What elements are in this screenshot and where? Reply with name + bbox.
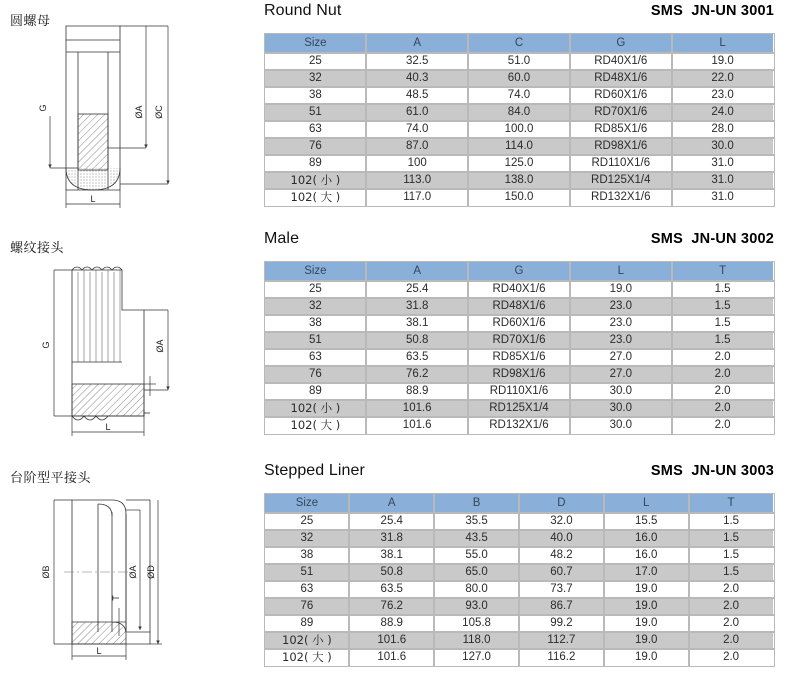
cell-value: 51.0 (468, 53, 570, 70)
cell-value: 61.0 (366, 104, 468, 121)
cell-size: 76 (265, 366, 367, 383)
table-row (265, 155, 774, 172)
cell-value: RD48X1/6 (570, 70, 672, 87)
column-header-c: C (468, 34, 570, 53)
table-row (265, 615, 774, 632)
cell-value: 93.0 (434, 598, 519, 615)
cell-value: 113.0 (366, 172, 468, 189)
table-row (265, 366, 774, 383)
male-thread-drawing (20, 250, 260, 450)
spec-table-stepped-liner (264, 493, 774, 666)
cell-value: 19.0 (672, 53, 774, 70)
cell-value: 48.2 (519, 547, 604, 564)
panel-title: Round Nut (264, 2, 342, 19)
cell-size: 25 (265, 53, 367, 70)
cell-value: 30.0 (570, 400, 672, 417)
panel-standard-code: SMS JN-UN 3003 (650, 463, 774, 479)
cell-value: RD98X1/6 (570, 138, 672, 155)
cell-value: 2.0 (672, 400, 774, 417)
cell-value: 1.5 (672, 315, 774, 332)
table-row (265, 547, 774, 564)
table-row (265, 530, 774, 547)
cell-size: 89 (265, 383, 367, 400)
table-header-row (265, 262, 774, 281)
cell-value: RD132X1/6 (570, 189, 672, 206)
cell-value: 16.0 (604, 530, 689, 547)
table-row (265, 298, 774, 315)
panel-header (264, 462, 774, 488)
cell-value: 60.7 (519, 564, 604, 581)
column-header-a: A (366, 262, 468, 281)
cell-value: 19.0 (570, 281, 672, 298)
cell-value: 150.0 (468, 189, 570, 206)
cell-value: 73.7 (519, 581, 604, 598)
cell-size: 76 (265, 138, 367, 155)
cell-size: 89 (265, 615, 350, 632)
cell-value: 22.0 (672, 70, 774, 87)
cell-value: 40.0 (519, 530, 604, 547)
table-row (265, 189, 774, 206)
table-row (265, 400, 774, 417)
table-row (265, 104, 774, 121)
dim-label-B: ØB (41, 565, 51, 579)
cell-value: 31.0 (672, 155, 774, 172)
cell-size: 102( 小 ) (265, 172, 367, 189)
cell-value: 1.5 (672, 281, 774, 298)
cell-value: 1.5 (672, 298, 774, 315)
cell-value: 23.0 (570, 315, 672, 332)
cell-size: 51 (265, 104, 367, 121)
cell-size: 25 (265, 281, 367, 298)
table-row (265, 649, 774, 666)
cell-value: 101.6 (349, 632, 434, 649)
spec-table-male (264, 261, 774, 434)
cell-value: 19.0 (604, 598, 689, 615)
cell-size: 89 (265, 155, 367, 172)
cell-value: 27.0 (570, 366, 672, 383)
cell-size: 102( 小 ) (265, 632, 350, 649)
cell-size: 32 (265, 70, 367, 87)
round-nut-drawing (20, 8, 260, 220)
cell-value: 60.0 (468, 70, 570, 87)
cell-value: 17.0 (604, 564, 689, 581)
cell-value: RD40X1/6 (570, 53, 672, 70)
table-row (265, 53, 774, 70)
cell-value: 25.4 (366, 281, 468, 298)
cell-value: 2.0 (672, 366, 774, 383)
cn-label-stepped-liner: 台阶型平接头 (10, 471, 92, 486)
cell-value: RD98X1/6 (468, 366, 570, 383)
table-row (265, 87, 774, 104)
panel-standard-code: SMS JN-UN 3002 (650, 231, 774, 247)
panel-title: Male (264, 230, 300, 247)
cell-size: 102( 大 ) (265, 417, 367, 434)
column-header-size: Size (265, 262, 367, 281)
cell-value: 116.2 (519, 649, 604, 666)
cell-value: 117.0 (366, 189, 468, 206)
cell-value: 35.5 (434, 513, 519, 530)
table-row (265, 172, 774, 189)
cell-value: 99.2 (519, 615, 604, 632)
cell-value: 138.0 (468, 172, 570, 189)
cell-value: 100 (366, 155, 468, 172)
table-row (265, 417, 774, 434)
cell-value: 74.0 (366, 121, 468, 138)
cell-size: 38 (265, 315, 367, 332)
column-header-size: Size (265, 494, 350, 513)
cell-value: 74.0 (468, 87, 570, 104)
cell-value: 80.0 (434, 581, 519, 598)
product-block-stepped-liner (0, 458, 794, 673)
cell-value: RD125X1/4 (468, 400, 570, 417)
cell-value: 55.0 (434, 547, 519, 564)
cell-value: 84.0 (468, 104, 570, 121)
cn-label-male: 螺纹接头 (10, 241, 65, 256)
cell-size: 51 (265, 564, 350, 581)
cell-value: 38.1 (349, 547, 434, 564)
column-header-b: B (434, 494, 519, 513)
cell-size: 102( 大 ) (265, 189, 367, 206)
cell-value: 63.5 (366, 349, 468, 366)
table-row (265, 121, 774, 138)
cell-value: RD70X1/6 (570, 104, 672, 121)
cell-value: 105.8 (434, 615, 519, 632)
cell-value: 1.5 (689, 513, 774, 530)
product-block-male (0, 228, 794, 458)
cell-value: 125.0 (468, 155, 570, 172)
cell-value: RD85X1/6 (570, 121, 672, 138)
panel-title: Stepped Liner (264, 462, 365, 479)
cell-value: 63.5 (349, 581, 434, 598)
cell-value: 19.0 (604, 615, 689, 632)
cell-value: 101.6 (366, 417, 468, 434)
cell-value: 32.5 (366, 53, 468, 70)
cell-size: 32 (265, 298, 367, 315)
cell-value: 32.0 (519, 513, 604, 530)
cell-size: 76 (265, 598, 350, 615)
cell-value: 23.0 (570, 298, 672, 315)
cell-size: 25 (265, 513, 350, 530)
cell-value: 16.0 (604, 547, 689, 564)
table-body (265, 513, 774, 666)
cell-value: 50.8 (366, 332, 468, 349)
cell-value: 112.7 (519, 632, 604, 649)
spec-panel-male (264, 230, 774, 434)
cell-value: RD125X1/4 (570, 172, 672, 189)
cell-value: 1.5 (672, 332, 774, 349)
cell-value: 43.5 (434, 530, 519, 547)
cell-value: 86.7 (519, 598, 604, 615)
spec-table-round-nut (264, 33, 774, 206)
cell-value: 31.8 (366, 298, 468, 315)
cell-size: 38 (265, 547, 350, 564)
dim-label-A: ØA (155, 339, 165, 353)
cell-value: 15.5 (604, 513, 689, 530)
cell-value: 31.0 (672, 172, 774, 189)
table-row (265, 281, 774, 298)
cell-value: 38.1 (366, 315, 468, 332)
cell-value: 114.0 (468, 138, 570, 155)
cell-value: 19.0 (604, 581, 689, 598)
cell-value: RD110X1/6 (570, 155, 672, 172)
table-row (265, 315, 774, 332)
dim-label-G: G (41, 341, 51, 349)
column-header-g: G (570, 34, 672, 53)
panel-header (264, 2, 774, 28)
cell-value: 30.0 (570, 383, 672, 400)
cell-value: RD48X1/6 (468, 298, 570, 315)
table-row (265, 70, 774, 87)
cell-value: 1.5 (689, 564, 774, 581)
cell-value: 19.0 (604, 632, 689, 649)
cell-value: 101.6 (366, 400, 468, 417)
panel-header (264, 230, 774, 256)
cell-value: RD132X1/6 (468, 417, 570, 434)
cell-value: 2.0 (672, 349, 774, 366)
cell-value: 31.8 (349, 530, 434, 547)
cell-size: 102( 小 ) (265, 400, 367, 417)
cell-value: 2.0 (672, 383, 774, 400)
dim-label-D: ØD (146, 565, 156, 579)
table-header-row (265, 494, 774, 513)
cell-value: 2.0 (689, 581, 774, 598)
cell-value: RD60X1/6 (468, 315, 570, 332)
dim-label-T: T (111, 595, 121, 601)
cell-value: 31.0 (672, 189, 774, 206)
cell-value: 2.0 (689, 598, 774, 615)
table-row (265, 513, 774, 530)
cell-size: 63 (265, 581, 350, 598)
column-header-t: T (689, 494, 774, 513)
cell-value: 88.9 (366, 383, 468, 400)
table-row (265, 598, 774, 615)
cell-value: 88.9 (349, 615, 434, 632)
cell-value: 28.0 (672, 121, 774, 138)
column-header-t: T (672, 262, 774, 281)
panel-standard-code: SMS JN-UN 3001 (650, 3, 774, 19)
cell-value: 23.0 (570, 332, 672, 349)
cell-value: RD60X1/6 (570, 87, 672, 104)
cell-value: RD110X1/6 (468, 383, 570, 400)
table-row (265, 349, 774, 366)
table-row (265, 581, 774, 598)
cell-value: 30.0 (570, 417, 672, 434)
cell-value: 19.0 (604, 649, 689, 666)
cell-size: 102( 大 ) (265, 649, 350, 666)
cell-value: RD40X1/6 (468, 281, 570, 298)
cell-value: 127.0 (434, 649, 519, 666)
cell-value: 48.5 (366, 87, 468, 104)
column-header-size: Size (265, 34, 367, 53)
column-header-l: L (570, 262, 672, 281)
cell-size: 63 (265, 121, 367, 138)
column-header-a: A (366, 34, 468, 53)
cell-value: 25.4 (349, 513, 434, 530)
cell-value: 27.0 (570, 349, 672, 366)
cn-label-round-nut: 圆螺母 (10, 14, 51, 29)
cell-value: 2.0 (672, 417, 774, 434)
dim-label-L: L (90, 194, 96, 204)
cell-value: 101.6 (349, 649, 434, 666)
cell-size: 38 (265, 87, 367, 104)
cell-value: 1.5 (689, 530, 774, 547)
table-body (265, 53, 774, 206)
cell-value: 100.0 (468, 121, 570, 138)
cell-value: 76.2 (349, 598, 434, 615)
dim-label-L: L (96, 646, 102, 656)
product-block-round-nut (0, 0, 794, 228)
table-row (265, 564, 774, 581)
cell-value: RD70X1/6 (468, 332, 570, 349)
dim-label-T: T (142, 410, 152, 416)
cell-value: 76.2 (366, 366, 468, 383)
table-row (265, 632, 774, 649)
cell-value: 65.0 (434, 564, 519, 581)
cell-value: 1.5 (689, 547, 774, 564)
column-header-l: L (604, 494, 689, 513)
dim-label-A: ØA (128, 565, 138, 579)
dim-label-C: ØC (154, 105, 164, 119)
cell-value: 23.0 (672, 87, 774, 104)
cell-value: 40.3 (366, 70, 468, 87)
table-row (265, 138, 774, 155)
cell-value: 2.0 (689, 649, 774, 666)
stepped-liner-drawing (20, 482, 260, 667)
column-header-g: G (468, 262, 570, 281)
cell-size: 63 (265, 349, 367, 366)
cell-value: 30.0 (672, 138, 774, 155)
cell-value: 2.0 (689, 632, 774, 649)
column-header-a: A (349, 494, 434, 513)
dim-label-G: G (38, 104, 48, 112)
cell-value: 87.0 (366, 138, 468, 155)
cell-value: 2.0 (689, 615, 774, 632)
table-body (265, 281, 774, 434)
cell-size: 51 (265, 332, 367, 349)
dim-label-L: L (105, 422, 111, 432)
table-row (265, 332, 774, 349)
spec-panel-round-nut (264, 2, 774, 206)
cell-value: 118.0 (434, 632, 519, 649)
spec-panel-stepped-liner (264, 462, 774, 666)
cell-value: 24.0 (672, 104, 774, 121)
table-header-row (265, 34, 774, 53)
cell-size: 32 (265, 530, 350, 547)
column-header-d: D (519, 494, 604, 513)
dim-label-A: ØA (134, 105, 144, 119)
cell-value: RD85X1/6 (468, 349, 570, 366)
column-header-l: L (672, 34, 774, 53)
cell-value: 50.8 (349, 564, 434, 581)
table-row (265, 383, 774, 400)
